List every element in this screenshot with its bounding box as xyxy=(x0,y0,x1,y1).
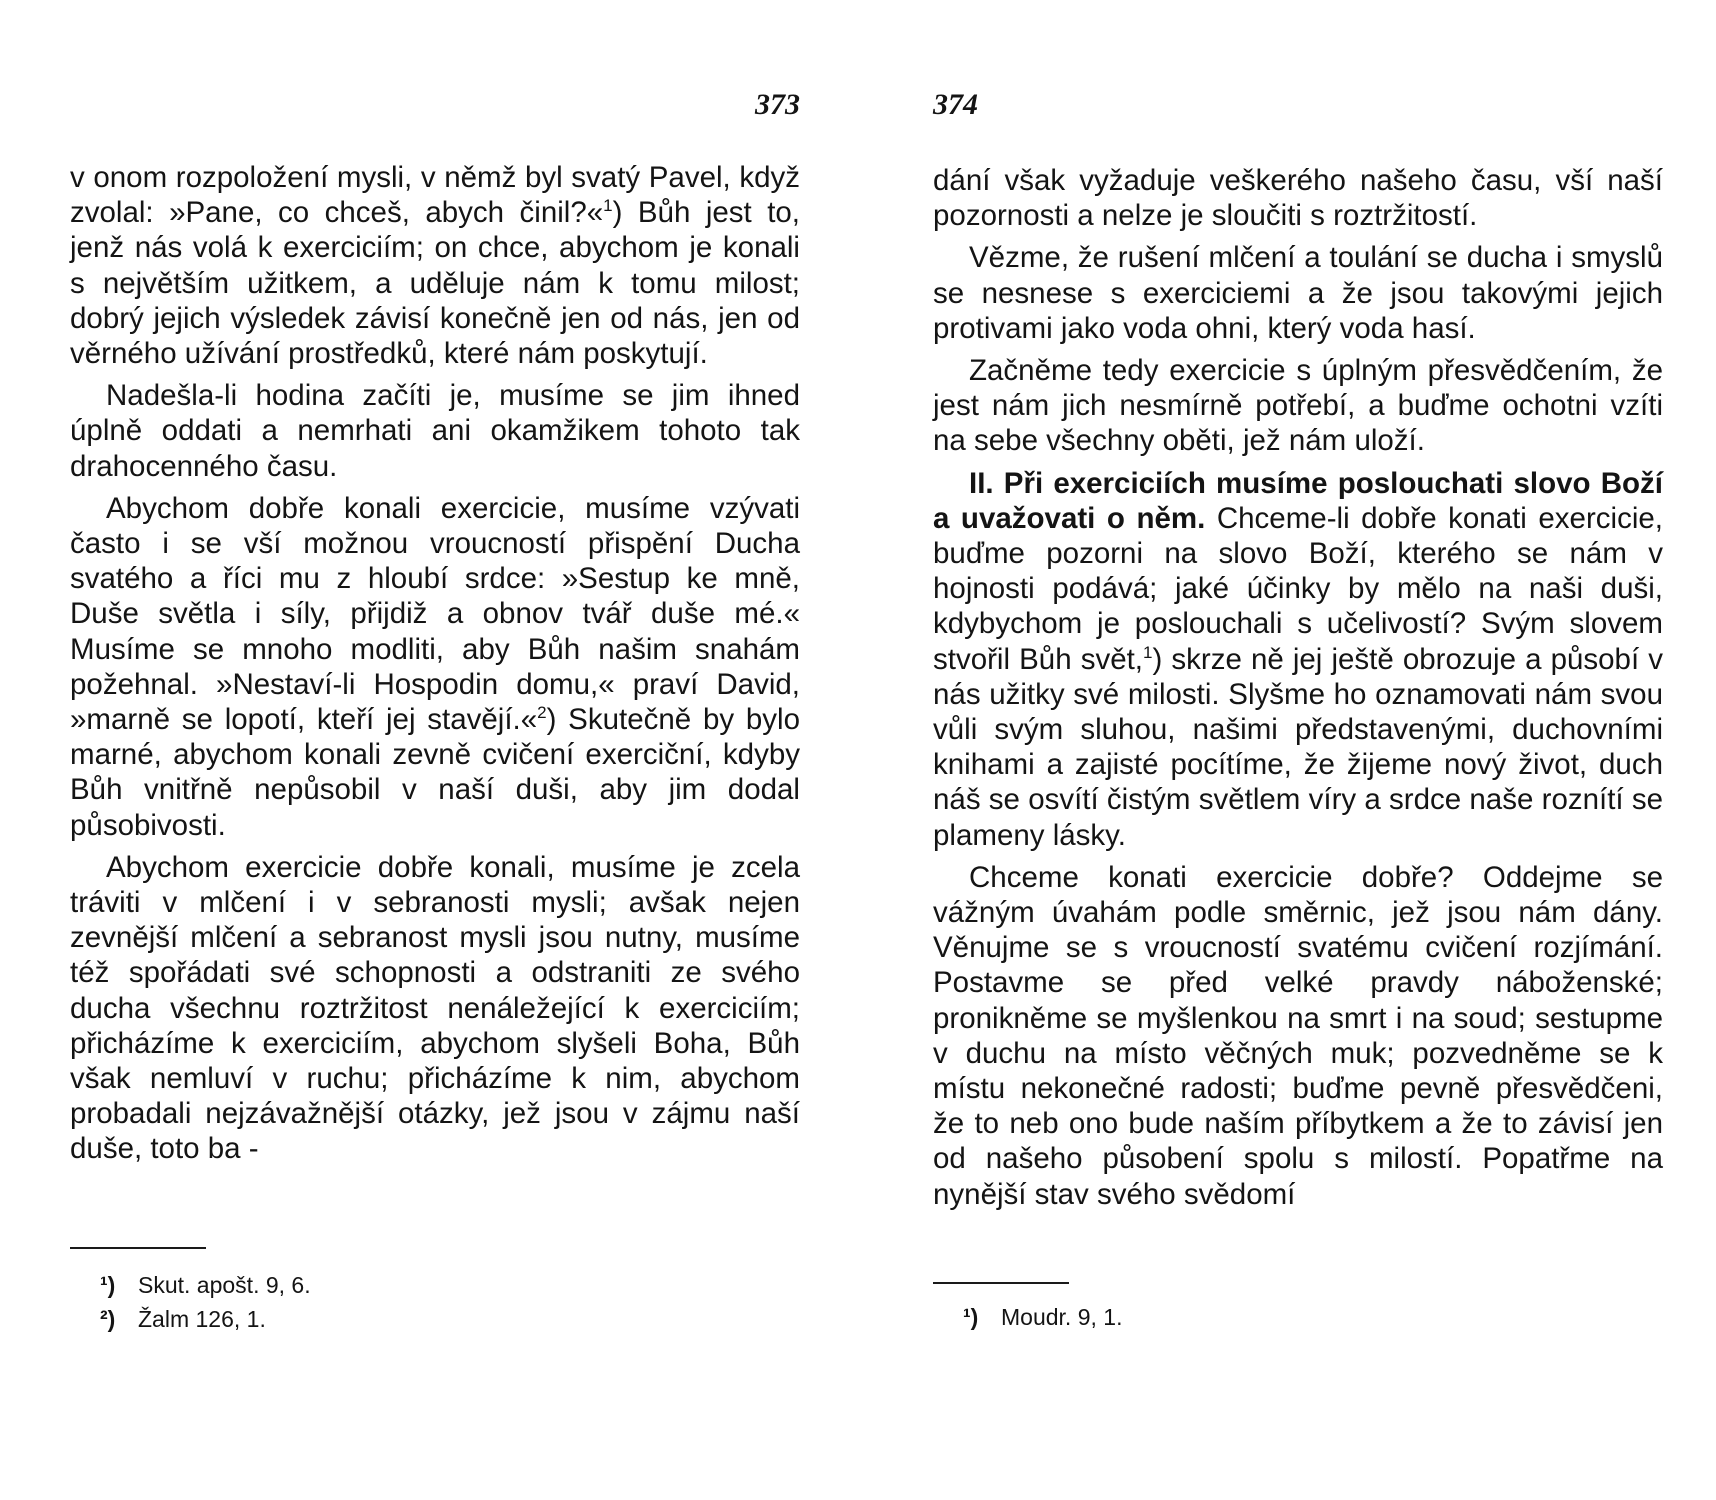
paragraph xyxy=(933,466,1663,853)
paragraph xyxy=(70,491,800,843)
page-body xyxy=(70,160,800,1174)
text-run: ) Bůh jest to, jenž nás volá k exerciciím; on chce, abychom je konali s největším užitkem, a uděluje nám k tomu milost; dobrý jejich výsledek závisí konečně jen od nás, jen od věrného užívání prostředků, které nám poskytují. xyxy=(70,196,800,371)
text-run: Chceme-li dobře konati exercicie, buďme pozorni na slovo Boží, kterého se nám v hojnosti podává; jaké účinky by mělo na naši duši, kdybychom je poslouchali s učelivostí? Svým slovem stvořil Bůh svět, xyxy=(933,501,1663,676)
text-run: Nadešla-li hodina začíti je, musíme se jim ihned úplně oddati a nemrhati ani okamžikem tohoto tak drahocenného času. xyxy=(70,379,800,483)
text-run: ) skrze ně jej ještě obrozuje a působí v nás užitky své milosti. Slyšme ho oznamovati nám svou vůli svým sluhou, našimi představenými, duchovními knihami a zajisté pocítíme, že žijeme nový život, duch náš se osvítí čistým světlem víry a srdce naše roznítí se plameny lásky. xyxy=(933,642,1663,852)
text-run: Začněme tedy exercicie s úplným přesvědčením, že jest nám jich nesmírně potřebí, a buďme ochotni vzíti na sebe všechny oběti, jež nám uloží. xyxy=(933,354,1663,458)
footnote-reference: 1 xyxy=(603,196,613,216)
footnote-divider xyxy=(933,1282,1069,1284)
paragraph xyxy=(70,378,800,484)
paragraph xyxy=(933,353,1663,459)
footnote-divider xyxy=(70,1247,206,1249)
footnote xyxy=(963,1300,1643,1334)
footnote-text: Žalm 126, 1. xyxy=(138,1306,266,1332)
footnote-marker: ²) xyxy=(100,1306,116,1332)
footnote-text: Skut. apošt. 9, 6. xyxy=(138,1272,311,1298)
footnote-text: Moudr. 9, 1. xyxy=(1001,1304,1123,1330)
footnote xyxy=(100,1302,780,1336)
footnote-reference: 2 xyxy=(537,703,547,723)
footnote xyxy=(100,1268,780,1302)
page-number: 374 xyxy=(933,88,978,121)
footnote-marker: ¹) xyxy=(963,1304,979,1330)
paragraph xyxy=(933,860,1663,1212)
left-page xyxy=(70,0,800,1500)
footnotes xyxy=(963,1300,1643,1334)
text-run: dání však vyžaduje veškerého našeho času, vší naší pozornosti a nelze je sloučiti s roztržitostí. xyxy=(933,164,1663,233)
paragraph xyxy=(70,850,800,1167)
text-run: Chceme konati exercicie dobře? Oddejme se vážným úvahám podle směrnic, jež jsou nám dány. Věnujme se s vroucností svatému cvičení rozjímání. Postavme se před velké pravdy náboženské; pronikněme se myšlenkou na smrt i na soud; sestupme v duchu na místo věčných muk; pozvedněme se k místu nekonečné radosti; buďme pevně přesvědčeni, že to neb ono bude naším příbytkem a že to závisí jen od našeho působení spolu s milostí. Popatřme na nynější stav svého svědomí xyxy=(933,860,1663,1211)
text-run: Abychom exercicie dobře konali, musíme je zcela tráviti v mlčení i v sebranosti mysli; avšak nejen zevnější mlčení a sebranost mysli jsou nutny, musíme též spořádati své schopnosti a odstraniti ze svého ducha všechnu roztržitost nenáležející k exerciciím; přicházíme k exerciciím, abychom slyšeli Boha, Bůh však nemluví v ruchu; přicházíme k nim, abychom probadali nejzávažnější otázky, jež jsou v zájmu naší duše, toto ba - xyxy=(70,850,800,1166)
paragraph xyxy=(933,163,1663,233)
section-heading: II. Při exerciciích musíme poslouchati slovo Boží a uvažovati o něm. xyxy=(933,466,1663,535)
right-page xyxy=(933,0,1663,1500)
footnote-reference: 1 xyxy=(1143,642,1153,662)
page-body xyxy=(933,163,1663,1219)
page-number: 373 xyxy=(755,88,800,121)
paragraph xyxy=(70,160,800,371)
text-run: Vězme, že rušení mlčení a toulání se ducha i smyslů se nesnese s exerciciemi a že jsou takovými jejich protivami jako voda ohni, který voda hasí. xyxy=(933,241,1663,345)
text-run: ) Skutečně by bylo marné, abychom konali zevně cvičení exerciční, kdyby Bůh vnitřně nepůsobil v naší duši, aby jim dodal působivosti. xyxy=(70,703,800,842)
paragraph xyxy=(933,240,1663,346)
footnote-marker: ¹) xyxy=(100,1272,116,1298)
text-run: v onom rozpoložení mysli, v němž byl svatý Pavel, když zvolal: »Pane, co chceš, abych činil?« xyxy=(70,161,800,230)
text-run: Abychom dobře konali exercicie, musíme vzývati často i se vší možnou vroucností přispění Ducha svatého a říci mu z hloubí srdce: »Sestup ke mně, Duše světla i síly, přijdiž a obnov tvář duše mé.« Musíme se mnoho modliti, aby Bůh našim snahám požehnal. »Nestaví-li Hospodin domu,« praví David, »marně se lopotí, kteří jej stavějí.« xyxy=(70,491,800,737)
footnotes xyxy=(100,1268,780,1336)
